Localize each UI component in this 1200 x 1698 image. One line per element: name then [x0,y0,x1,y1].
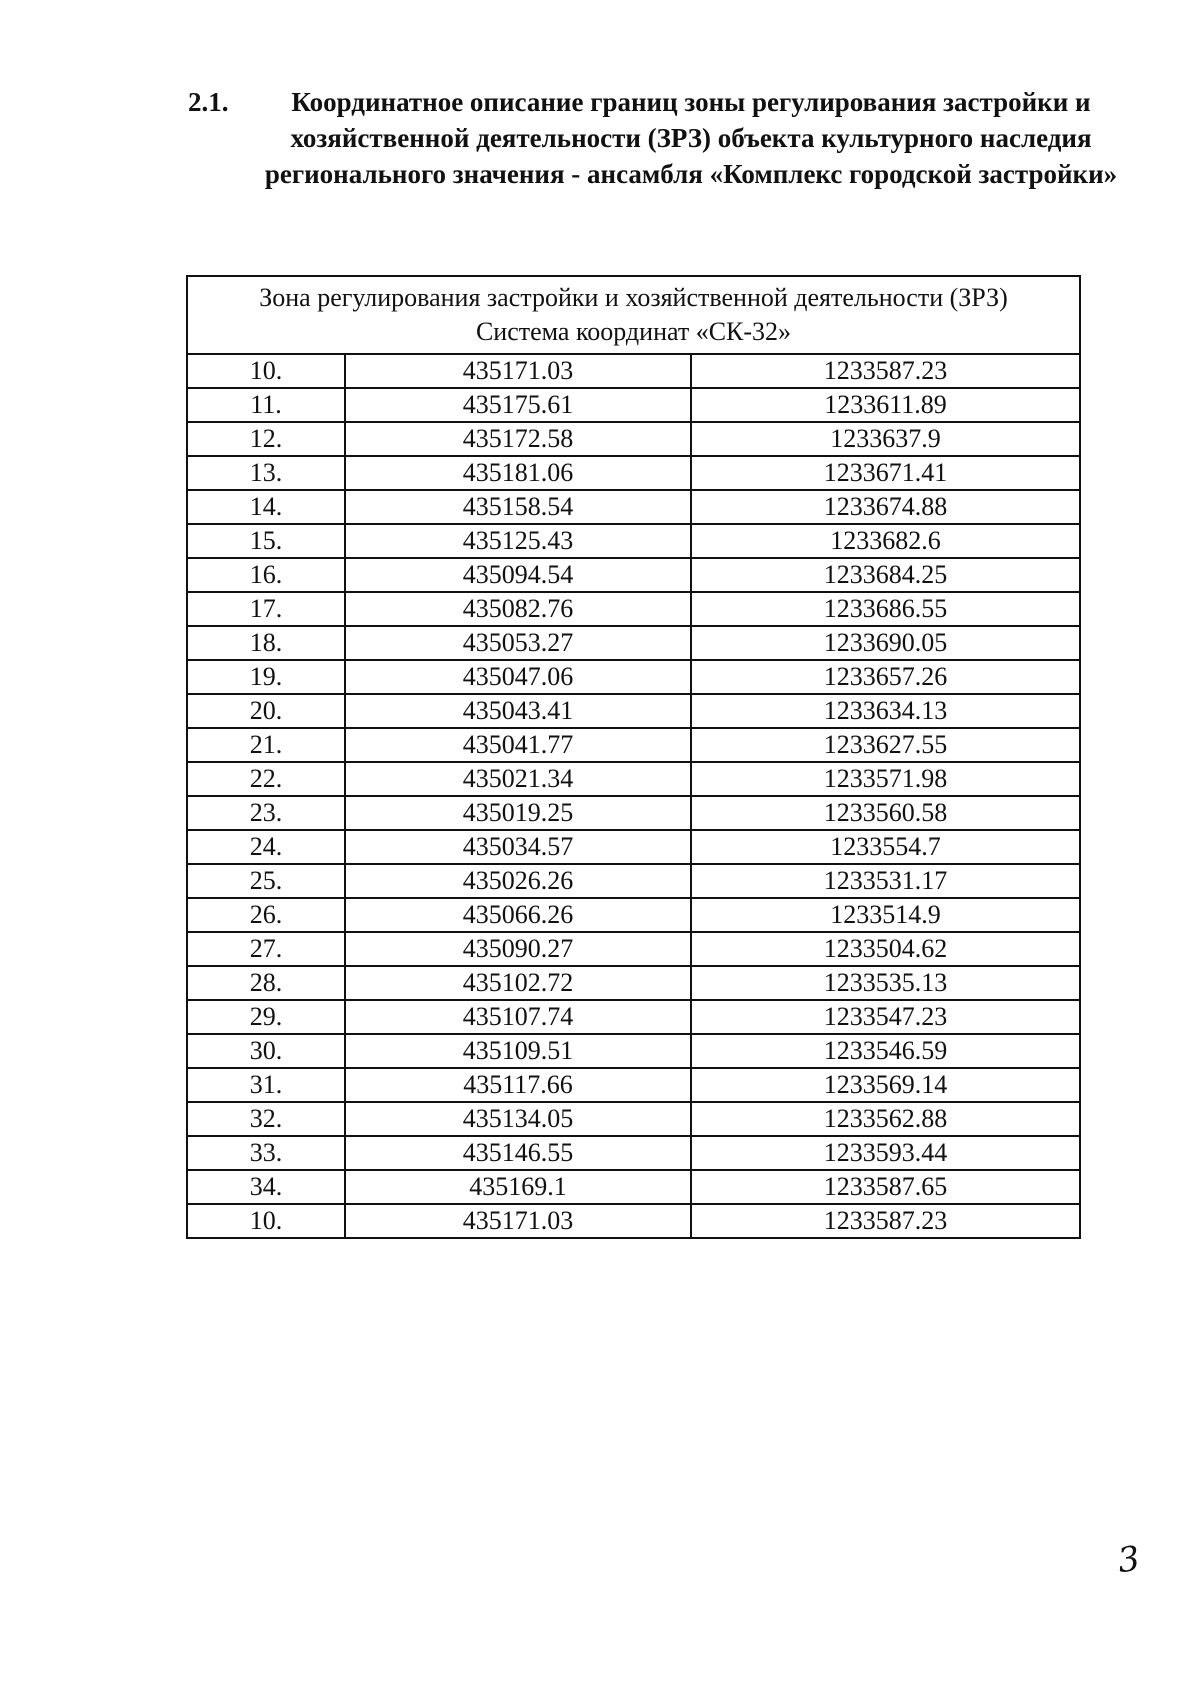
x-coordinate-cell: 435169.1 [345,1170,691,1204]
table-row [187,796,1080,830]
point-number-cell: 34. [187,1170,345,1204]
section-heading [188,84,1118,192]
point-number-cell: 10. [187,1204,345,1238]
point-number-cell: 23. [187,796,345,830]
y-coordinate-cell: 1233587.23 [691,354,1080,388]
y-coordinate-cell: 1233562.88 [691,1102,1080,1136]
point-number-cell: 22. [187,762,345,796]
section-title: Координатное описание границ зоны регулирования застройки и хозяйственной деятельности (ЗРЗ) объекта культурного наследия регионального значения - ансамбля «Комплекс городской застройки» [264,87,1118,189]
table-header-system: Система координат «СК-32» [475,317,792,346]
point-number-cell: 27. [187,932,345,966]
table-row [187,660,1080,694]
x-coordinate-cell: 435175.61 [345,388,691,422]
x-coordinate-cell: 435171.03 [345,354,691,388]
y-coordinate-cell: 1233682.6 [691,524,1080,558]
y-coordinate-cell: 1233611.89 [691,388,1080,422]
y-coordinate-cell: 1233571.98 [691,762,1080,796]
table-header-row [187,276,1080,354]
point-number-cell: 14. [187,490,345,524]
table-header-zone: Зона регулирования застройки и хозяйственной деятельности (ЗРЗ) [259,283,1008,312]
y-coordinate-cell: 1233554.7 [691,830,1080,864]
point-number-cell: 10. [187,354,345,388]
x-coordinate-cell: 435047.06 [345,660,691,694]
y-coordinate-cell: 1233535.13 [691,966,1080,1000]
point-number-cell: 21. [187,728,345,762]
table-row [187,558,1080,592]
point-number-cell: 11. [187,388,345,422]
y-coordinate-cell: 1233504.62 [691,932,1080,966]
table-row [187,1204,1080,1238]
y-coordinate-cell: 1233684.25 [691,558,1080,592]
y-coordinate-cell: 1233547.23 [691,1000,1080,1034]
y-coordinate-cell: 1233560.58 [691,796,1080,830]
point-number-cell: 12. [187,422,345,456]
table-row [187,932,1080,966]
x-coordinate-cell: 435082.76 [345,592,691,626]
point-number-cell: 16. [187,558,345,592]
table-row [187,898,1080,932]
point-number-cell: 26. [187,898,345,932]
x-coordinate-cell: 435171.03 [345,1204,691,1238]
table-row [187,626,1080,660]
y-coordinate-cell: 1233671.41 [691,456,1080,490]
x-coordinate-cell: 435094.54 [345,558,691,592]
point-number-cell: 13. [187,456,345,490]
x-coordinate-cell: 435158.54 [345,490,691,524]
point-number-cell: 32. [187,1102,345,1136]
table-row [187,1034,1080,1068]
x-coordinate-cell: 435043.41 [345,694,691,728]
x-coordinate-cell: 435181.06 [345,456,691,490]
point-number-cell: 19. [187,660,345,694]
y-coordinate-cell: 1233587.65 [691,1170,1080,1204]
coordinates-table-body [187,276,1080,1238]
table-row [187,354,1080,388]
x-coordinate-cell: 435117.66 [345,1068,691,1102]
x-coordinate-cell: 435109.51 [345,1034,691,1068]
y-coordinate-cell: 1233587.23 [691,1204,1080,1238]
y-coordinate-cell: 1233627.55 [691,728,1080,762]
x-coordinate-cell: 435066.26 [345,898,691,932]
table-row [187,1102,1080,1136]
y-coordinate-cell: 1233634.13 [691,694,1080,728]
point-number-cell: 20. [187,694,345,728]
x-coordinate-cell: 435041.77 [345,728,691,762]
y-coordinate-cell: 1233546.59 [691,1034,1080,1068]
table-row [187,592,1080,626]
x-coordinate-cell: 435026.26 [345,864,691,898]
x-coordinate-cell: 435102.72 [345,966,691,1000]
x-coordinate-cell: 435034.57 [345,830,691,864]
table-row [187,524,1080,558]
table-row [187,1170,1080,1204]
table-row [187,830,1080,864]
point-number-cell: 17. [187,592,345,626]
handwritten-page-mark: 3 [1115,1538,1143,1582]
table-row [187,1136,1080,1170]
x-coordinate-cell: 435019.25 [345,796,691,830]
x-coordinate-cell: 435021.34 [345,762,691,796]
y-coordinate-cell: 1233674.88 [691,490,1080,524]
coordinates-table [186,275,1081,1239]
point-number-cell: 31. [187,1068,345,1102]
table-row [187,966,1080,1000]
point-number-cell: 33. [187,1136,345,1170]
table-row [187,388,1080,422]
point-number-cell: 29. [187,1000,345,1034]
table-row [187,1068,1080,1102]
x-coordinate-cell: 435107.74 [345,1000,691,1034]
x-coordinate-cell: 435053.27 [345,626,691,660]
y-coordinate-cell: 1233531.17 [691,864,1080,898]
point-number-cell: 24. [187,830,345,864]
table-row [187,1000,1080,1034]
y-coordinate-cell: 1233569.14 [691,1068,1080,1102]
x-coordinate-cell: 435134.05 [345,1102,691,1136]
y-coordinate-cell: 1233637.9 [691,422,1080,456]
y-coordinate-cell: 1233686.55 [691,592,1080,626]
table-row [187,694,1080,728]
table-row [187,728,1080,762]
point-number-cell: 15. [187,524,345,558]
y-coordinate-cell: 1233514.9 [691,898,1080,932]
x-coordinate-cell: 435146.55 [345,1136,691,1170]
table-row [187,762,1080,796]
point-number-cell: 28. [187,966,345,1000]
x-coordinate-cell: 435172.58 [345,422,691,456]
table-row [187,864,1080,898]
table-row [187,490,1080,524]
y-coordinate-cell: 1233593.44 [691,1136,1080,1170]
section-number: 2.1. [188,87,229,117]
x-coordinate-cell: 435125.43 [345,524,691,558]
y-coordinate-cell: 1233690.05 [691,626,1080,660]
y-coordinate-cell: 1233657.26 [691,660,1080,694]
table-header-cell [187,276,1080,354]
point-number-cell: 30. [187,1034,345,1068]
x-coordinate-cell: 435090.27 [345,932,691,966]
point-number-cell: 25. [187,864,345,898]
table-row [187,422,1080,456]
table-row [187,456,1080,490]
point-number-cell: 18. [187,626,345,660]
